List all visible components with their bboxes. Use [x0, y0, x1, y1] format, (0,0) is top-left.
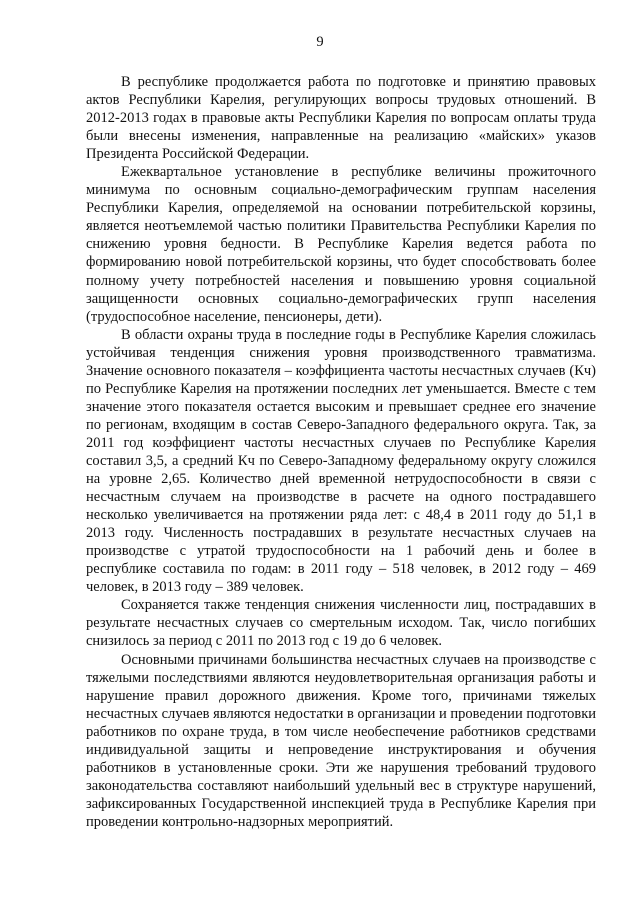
paragraph-labor-legislation: В республике продолжается работа по подготовке и принятию правовых актов Республики Карелия, регулирующих вопросы трудовых отношений. В 2012-2013 годах в правовые акты Республики Карелия по вопросам оплаты труда были внесены изменения, направленные на реализацию «майских» указов Президента Российской Федерации.	[86, 74, 596, 163]
body-text	[86, 73, 596, 831]
paragraph-occupational-safety: В области охраны труда в последние годы в Республике Карелия сложилась устойчивая тенденция снижения уровня производственного травматизма. Значение основного показателя – коэффициента частоты несчастных случаев (Кч) по Республике Карелия на протяжении последних лет уменьшается. Вместе с тем значение этого показателя остается высоким и превышает среднее его значение по регионам, входящим в состав Северо-Западного федерального округа. Так, за 2011 год коэффициент частоты несчастных случаев по Республике Карелия составил 3,5, а средний Кч по Северо-Западному федеральному округу сложился на уровне 2,65. Количество дней временной нетрудоспособности в связи с несчастным случаем на производстве в расчете на одного пострадавшего несколько увеличивается на протяжении ряда лет: с 48,4 в 2011 году до 51,1 в 2013 году. Численность пострадавших в результате несчастных случаев на производстве с утратой трудоспособности на 1 рабочий день и более в республике составила по годам: в 2011 году – 518 человек, в 2012 году – 469 человек, в 2013 году – 389 человек.	[86, 326, 596, 596]
paragraph-subsistence-minimum: Ежеквартальное установление в республике величины прожиточного минимума по основным социально-демографическим группам населения Республики Карелия, определяемой на основании потребительской корзины, является неотъемлемой частью политики Правительства Республики Карелия по снижению уровня бедности. В Республике Карелия ведется работа по формированию новой потребительской корзины, что будет способствовать более полному учету потребностей населения и повышению уровня социальной защищенности основных социально-демографических групп населения (трудоспособное население, пенсионеры, дети).	[86, 164, 596, 325]
paragraph-accident-causes: Основными причинами большинства несчастных случаев на производстве с тяжелыми последствиями являются неудовлетворительная организация работы и нарушение правил дорожного движения. Кроме того, причинами тяжелых несчастных случаев являются недостатки в организации и проведении подготовки работников по охране труда, в том числе необеспечение работников средствами индивидуальной защиты и непроведение инструктирования и обучения работников в установленные сроки. Эти же нарушения требований трудового законодательства составляют наибольший удельный вес в структуре нарушений, зафиксированных Государственной инспекцией труда в Республике Карелия при проведении контрольно-надзорных мероприятий.	[86, 651, 596, 830]
paragraph-fatal-accidents: Сохраняется также тенденция снижения численности лиц, пострадавших в результате несчастных случаев со смертельным исходом. Так, число погибших снизилось за период с 2011 по 2013 год с 19 до 6 человек.	[86, 597, 596, 650]
page-number: 9	[316, 34, 324, 50]
